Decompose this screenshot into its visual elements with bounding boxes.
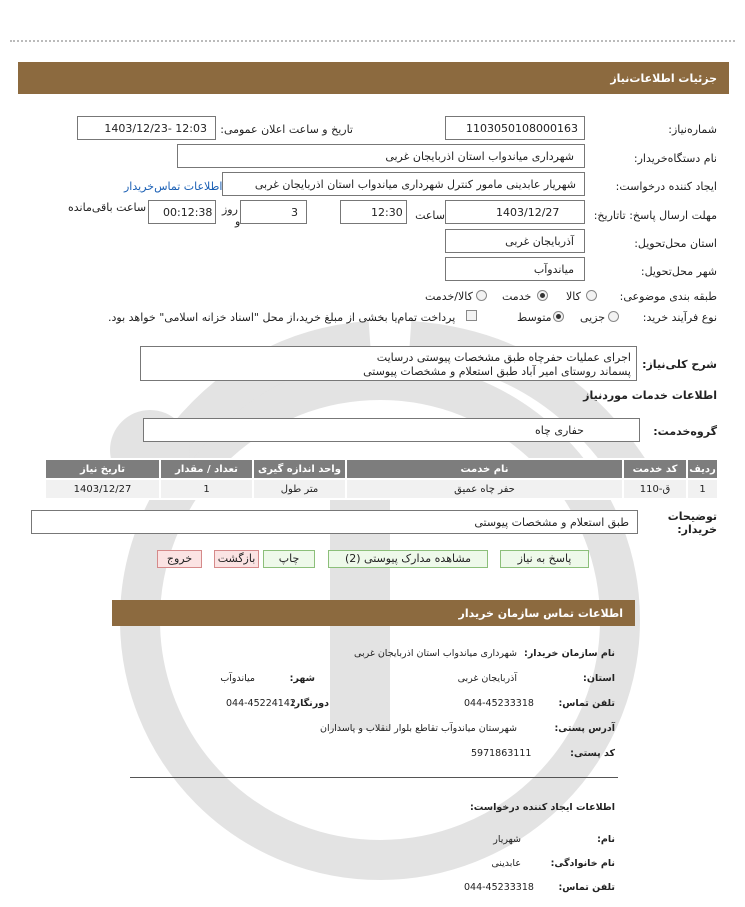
city-label: شهر محل‌تحویل:: [640, 265, 717, 278]
category-option-service: خدمت: [502, 290, 532, 303]
contact-province-value: آذربایجان غربی: [457, 673, 517, 684]
print-button[interactable]: چاپ: [263, 550, 315, 568]
contact-panel-header: [112, 600, 635, 626]
province-field: آذربایجان غربی: [445, 229, 585, 253]
need-number-label: شماره‌نیاز:: [668, 123, 717, 136]
col-row: ردیف: [687, 459, 718, 479]
fax-label: دورنگار:: [290, 698, 329, 709]
fax-value: 044-45224142: [226, 698, 296, 709]
creator-phone-value: 044-45233318: [464, 882, 534, 893]
creator-name-label: نام:: [597, 834, 615, 845]
description-line-2: پسماند روستای امیر آباد طبق استعلام و مشخصات پیوستی: [363, 365, 631, 378]
remaining-field: 00:12:38: [148, 200, 216, 224]
contact-phone-label: تلفن تماس:: [558, 698, 615, 709]
creator-label: ایجاد کننده درخواست:: [615, 180, 717, 193]
buyer-label: نام دستگاه‌خریدار:: [633, 152, 717, 165]
deadline-time-field: 12:30: [340, 200, 407, 224]
reply-button[interactable]: پاسخ به نیاز: [500, 550, 589, 568]
category-option-goods-service: کالا/خدمت: [425, 290, 473, 303]
creator-name-value: شهریار: [493, 834, 521, 845]
buyer-notes-field: طبق استعلام و مشخصات پیوستی: [31, 510, 638, 534]
cell-qty: 1: [160, 479, 253, 499]
contact-panel-title: اطلاعات تماس سازمان خریدار: [458, 607, 623, 620]
category-option-goods: کالا: [566, 290, 581, 303]
process-option-minor: جزیی: [580, 311, 606, 324]
exit-button[interactable]: خروج: [157, 550, 202, 568]
service-group-field: حفاری چاه: [143, 418, 640, 442]
col-date: تاریخ نیاز: [45, 459, 160, 479]
address-label: آدرس پستی:: [554, 723, 615, 734]
creator-family-label: نام خانوادگی:: [550, 858, 615, 869]
col-name: نام خدمت: [346, 459, 623, 479]
details-panel-header: [18, 62, 729, 94]
postal-label: کد پستی:: [570, 748, 615, 759]
category-radio-service[interactable]: [537, 290, 548, 301]
col-unit: واحد اندازه گیری: [253, 459, 346, 479]
need-number-field: 1103050108000163: [445, 116, 585, 140]
announce-field: 1403/12/23- 12:03: [77, 116, 216, 140]
services-section-title: اطلاعات خدمات موردنیاز: [583, 389, 717, 402]
announce-label: تاریخ و ساعت اعلان عمومی:: [220, 123, 353, 136]
contact-divider: [130, 777, 618, 778]
buyer-notes-label-1: توضیحات: [667, 510, 717, 523]
payment-note: پرداخت تمام‌یا بخشی از مبلغ خرید،از محل "اسناد خزانه اسلامی" خواهد بود.: [108, 311, 456, 324]
org-value: شهرداری میاندواب استان اذربایجان غربی: [354, 648, 517, 659]
cell-code: ق-110: [623, 479, 687, 499]
contact-province-label: استان:: [583, 673, 615, 684]
buyer-contact-link[interactable]: اطلاعات تماس‌خریدار: [124, 180, 223, 193]
days-suffix: و: [235, 215, 241, 228]
category-radio-goods-service[interactable]: [476, 290, 487, 301]
process-label: نوع فرآیند خرید:: [642, 311, 717, 324]
description-label: شرح کلی‌نیاز:: [642, 358, 717, 371]
postal-value: 5971863111: [471, 748, 532, 759]
cell-unit: متر طول: [253, 479, 346, 499]
top-divider: [10, 40, 735, 42]
deadline-label: مهلت ارسال پاسخ: تاتاریخ:: [593, 209, 717, 222]
buyer-field: شهرداری میاندواب استان اذربایجان غربی: [177, 144, 585, 168]
description-field: [140, 346, 637, 381]
days-field: 3: [240, 200, 307, 224]
panel-title: جزئیات اطلاعات‌نیاز: [610, 72, 717, 85]
process-option-medium: متوسط: [517, 311, 552, 324]
process-radio-medium[interactable]: [553, 311, 564, 322]
address-value: شهرستان میاندوآب تقاطع بلوار لنقلاب و پاسداران: [319, 723, 517, 734]
category-radio-goods[interactable]: [586, 290, 597, 301]
contact-city-value: میاندوآب: [220, 673, 255, 684]
buyer-notes-label-2: خریدار:: [677, 523, 717, 536]
deadline-time-label: ساعت: [415, 209, 445, 222]
table-row: [45, 479, 718, 499]
days-label: روز: [222, 203, 238, 216]
treasury-checkbox[interactable]: [466, 310, 477, 321]
province-label: استان محل‌تحویل:: [634, 237, 717, 250]
services-table: [44, 458, 719, 500]
deadline-date-field: 1403/12/27: [445, 200, 585, 224]
col-qty: تعداد / مقدار: [160, 459, 253, 479]
creator-info-title: اطلاعات ایجاد کننده درخواست:: [469, 802, 615, 813]
creator-family-value: عابدینی: [491, 858, 521, 869]
category-label: طبقه بندی موضوعی:: [619, 290, 717, 303]
cell-row: 1: [687, 479, 718, 499]
org-label: نام سازمان خریدار:: [524, 648, 615, 659]
contact-city-label: شهر:: [289, 673, 315, 684]
service-group-label: گروه‌خدمت:: [653, 425, 717, 438]
process-radio-minor[interactable]: [608, 311, 619, 322]
view-attachments-button[interactable]: مشاهده مدارک پیوستی (2): [328, 550, 488, 568]
cell-name: حفر چاه عمیق: [346, 479, 623, 499]
description-line-1: اجرای عملیات حفرچاه طبق مشخصات پیوستی درسایت: [376, 351, 631, 364]
back-button[interactable]: بازگشت: [214, 550, 259, 568]
creator-phone-label: تلفن تماس:: [558, 882, 615, 893]
city-field: میاندوآب: [445, 257, 585, 281]
col-code: کد خدمت: [623, 459, 687, 479]
cell-date: 1403/12/27: [45, 479, 160, 499]
remaining-label: ساعت باقی‌مانده: [68, 201, 147, 214]
creator-field: شهریار عابدینی مامور کنترل شهرداری میاندواب استان اذربایجان غربی: [222, 172, 585, 196]
contact-phone-value: 044-45233318: [464, 698, 534, 709]
